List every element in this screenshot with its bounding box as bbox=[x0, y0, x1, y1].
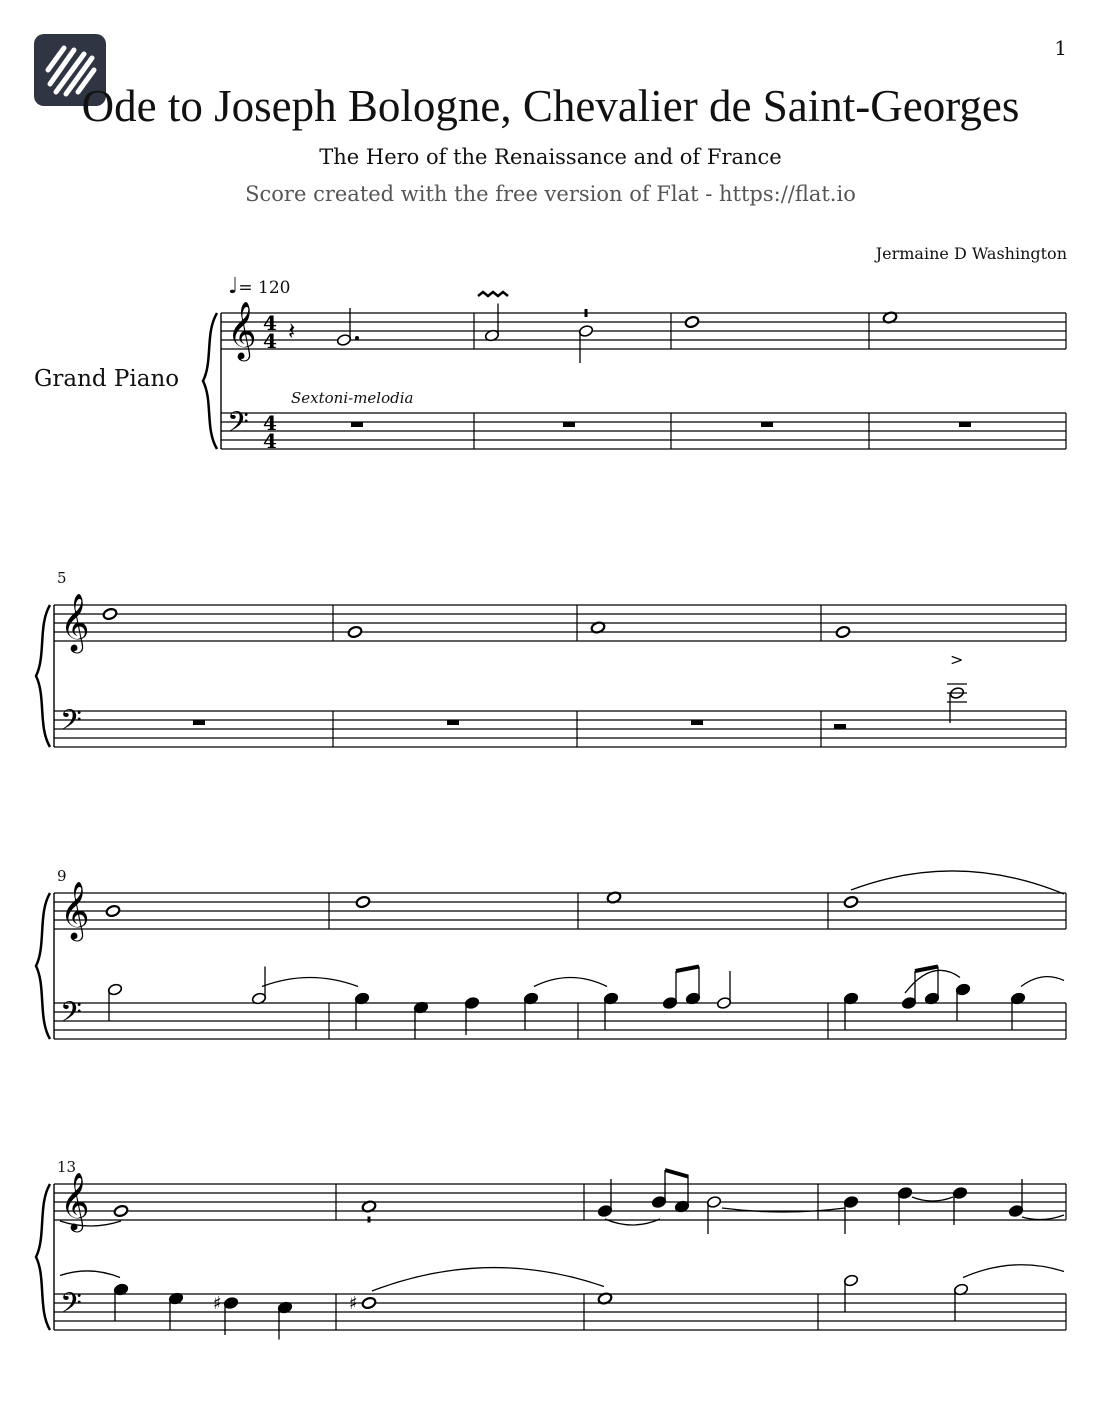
system-4 bbox=[36, 1172, 1066, 1330]
whole-note bbox=[361, 1296, 376, 1309]
time-signature-digit: 4 bbox=[263, 329, 277, 353]
system-3 bbox=[36, 881, 1066, 1039]
tie bbox=[912, 1197, 953, 1201]
tempo-text: = 120 bbox=[238, 278, 291, 298]
brace bbox=[36, 1184, 50, 1330]
system-1 bbox=[203, 301, 1066, 449]
treble-clef-icon: 𝄞 bbox=[227, 301, 257, 359]
whole-rest-icon bbox=[959, 422, 971, 427]
treble-clef-icon: 𝄞 bbox=[60, 881, 90, 939]
bass-clef-icon: 𝄢 bbox=[60, 704, 82, 744]
time-signature-digit: 4 bbox=[263, 429, 277, 453]
measure-number-5: 5 bbox=[57, 569, 67, 587]
whole-note bbox=[843, 895, 858, 908]
whole-rest-icon bbox=[691, 720, 703, 725]
whole-rest-icon bbox=[761, 422, 773, 427]
quarter-rest-icon: 𝄽 bbox=[288, 317, 296, 345]
bass-clef-icon: 𝄢 bbox=[60, 996, 82, 1036]
score-title: Ode to Joseph Bologne, Chevalier de Saint-Georges bbox=[81, 81, 1020, 131]
brace bbox=[203, 313, 217, 449]
sharp-icon: ♯ bbox=[213, 1293, 222, 1314]
bass-clef-icon: 𝄢 bbox=[227, 406, 249, 446]
slur bbox=[372, 1268, 604, 1291]
dot bbox=[355, 336, 359, 340]
treble-clef-icon: 𝄞 bbox=[60, 593, 90, 651]
measure-number-13: 13 bbox=[57, 1158, 77, 1176]
beam bbox=[676, 967, 699, 972]
whole-note bbox=[113, 1204, 128, 1217]
whole-note bbox=[347, 625, 362, 638]
slur bbox=[1021, 977, 1064, 987]
whole-rest-icon bbox=[193, 720, 205, 725]
whole-note bbox=[835, 625, 850, 638]
slur bbox=[262, 978, 358, 987]
whole-rest-icon bbox=[563, 422, 575, 427]
slur bbox=[534, 978, 607, 987]
whole-rest-icon bbox=[351, 422, 363, 427]
measure-number-9: 9 bbox=[57, 867, 67, 885]
trill-icon bbox=[478, 292, 508, 296]
whole-rest-icon bbox=[447, 720, 459, 725]
whole-note bbox=[102, 607, 117, 620]
whole-note bbox=[684, 315, 699, 328]
whole-note bbox=[355, 895, 370, 908]
slur bbox=[60, 1271, 120, 1278]
flat-credit-text: Score created with the free version of Flat - https://flat.io bbox=[245, 182, 856, 206]
slur bbox=[851, 871, 1064, 894]
expression-text: Sextoni-melodia bbox=[291, 389, 414, 407]
accent-icon: > bbox=[950, 650, 964, 669]
bass-clef-icon: 𝄢 bbox=[60, 1287, 82, 1327]
quarter-note-icon: ♩ bbox=[228, 274, 239, 299]
whole-note bbox=[105, 904, 120, 917]
composer-name: Jermaine D Washington bbox=[875, 244, 1067, 263]
slur bbox=[905, 970, 960, 993]
sharp-icon: ♯ bbox=[349, 1293, 358, 1314]
score-subtitle: The Hero of the Renaissance and of France bbox=[319, 145, 782, 169]
treble-clef-icon: 𝄞 bbox=[60, 1172, 90, 1230]
time-signature-digit: 4 bbox=[263, 311, 277, 335]
half-rest-icon bbox=[834, 724, 846, 729]
beam bbox=[665, 1170, 688, 1177]
system-2 bbox=[36, 593, 1066, 747]
slur bbox=[963, 1265, 1064, 1278]
instrument-name: Grand Piano bbox=[34, 366, 180, 392]
time-signature-digit: 4 bbox=[263, 411, 277, 435]
page-number: 1 bbox=[1054, 36, 1067, 60]
brace bbox=[36, 893, 50, 1039]
tie bbox=[1022, 1215, 1064, 1220]
brace bbox=[36, 605, 50, 747]
